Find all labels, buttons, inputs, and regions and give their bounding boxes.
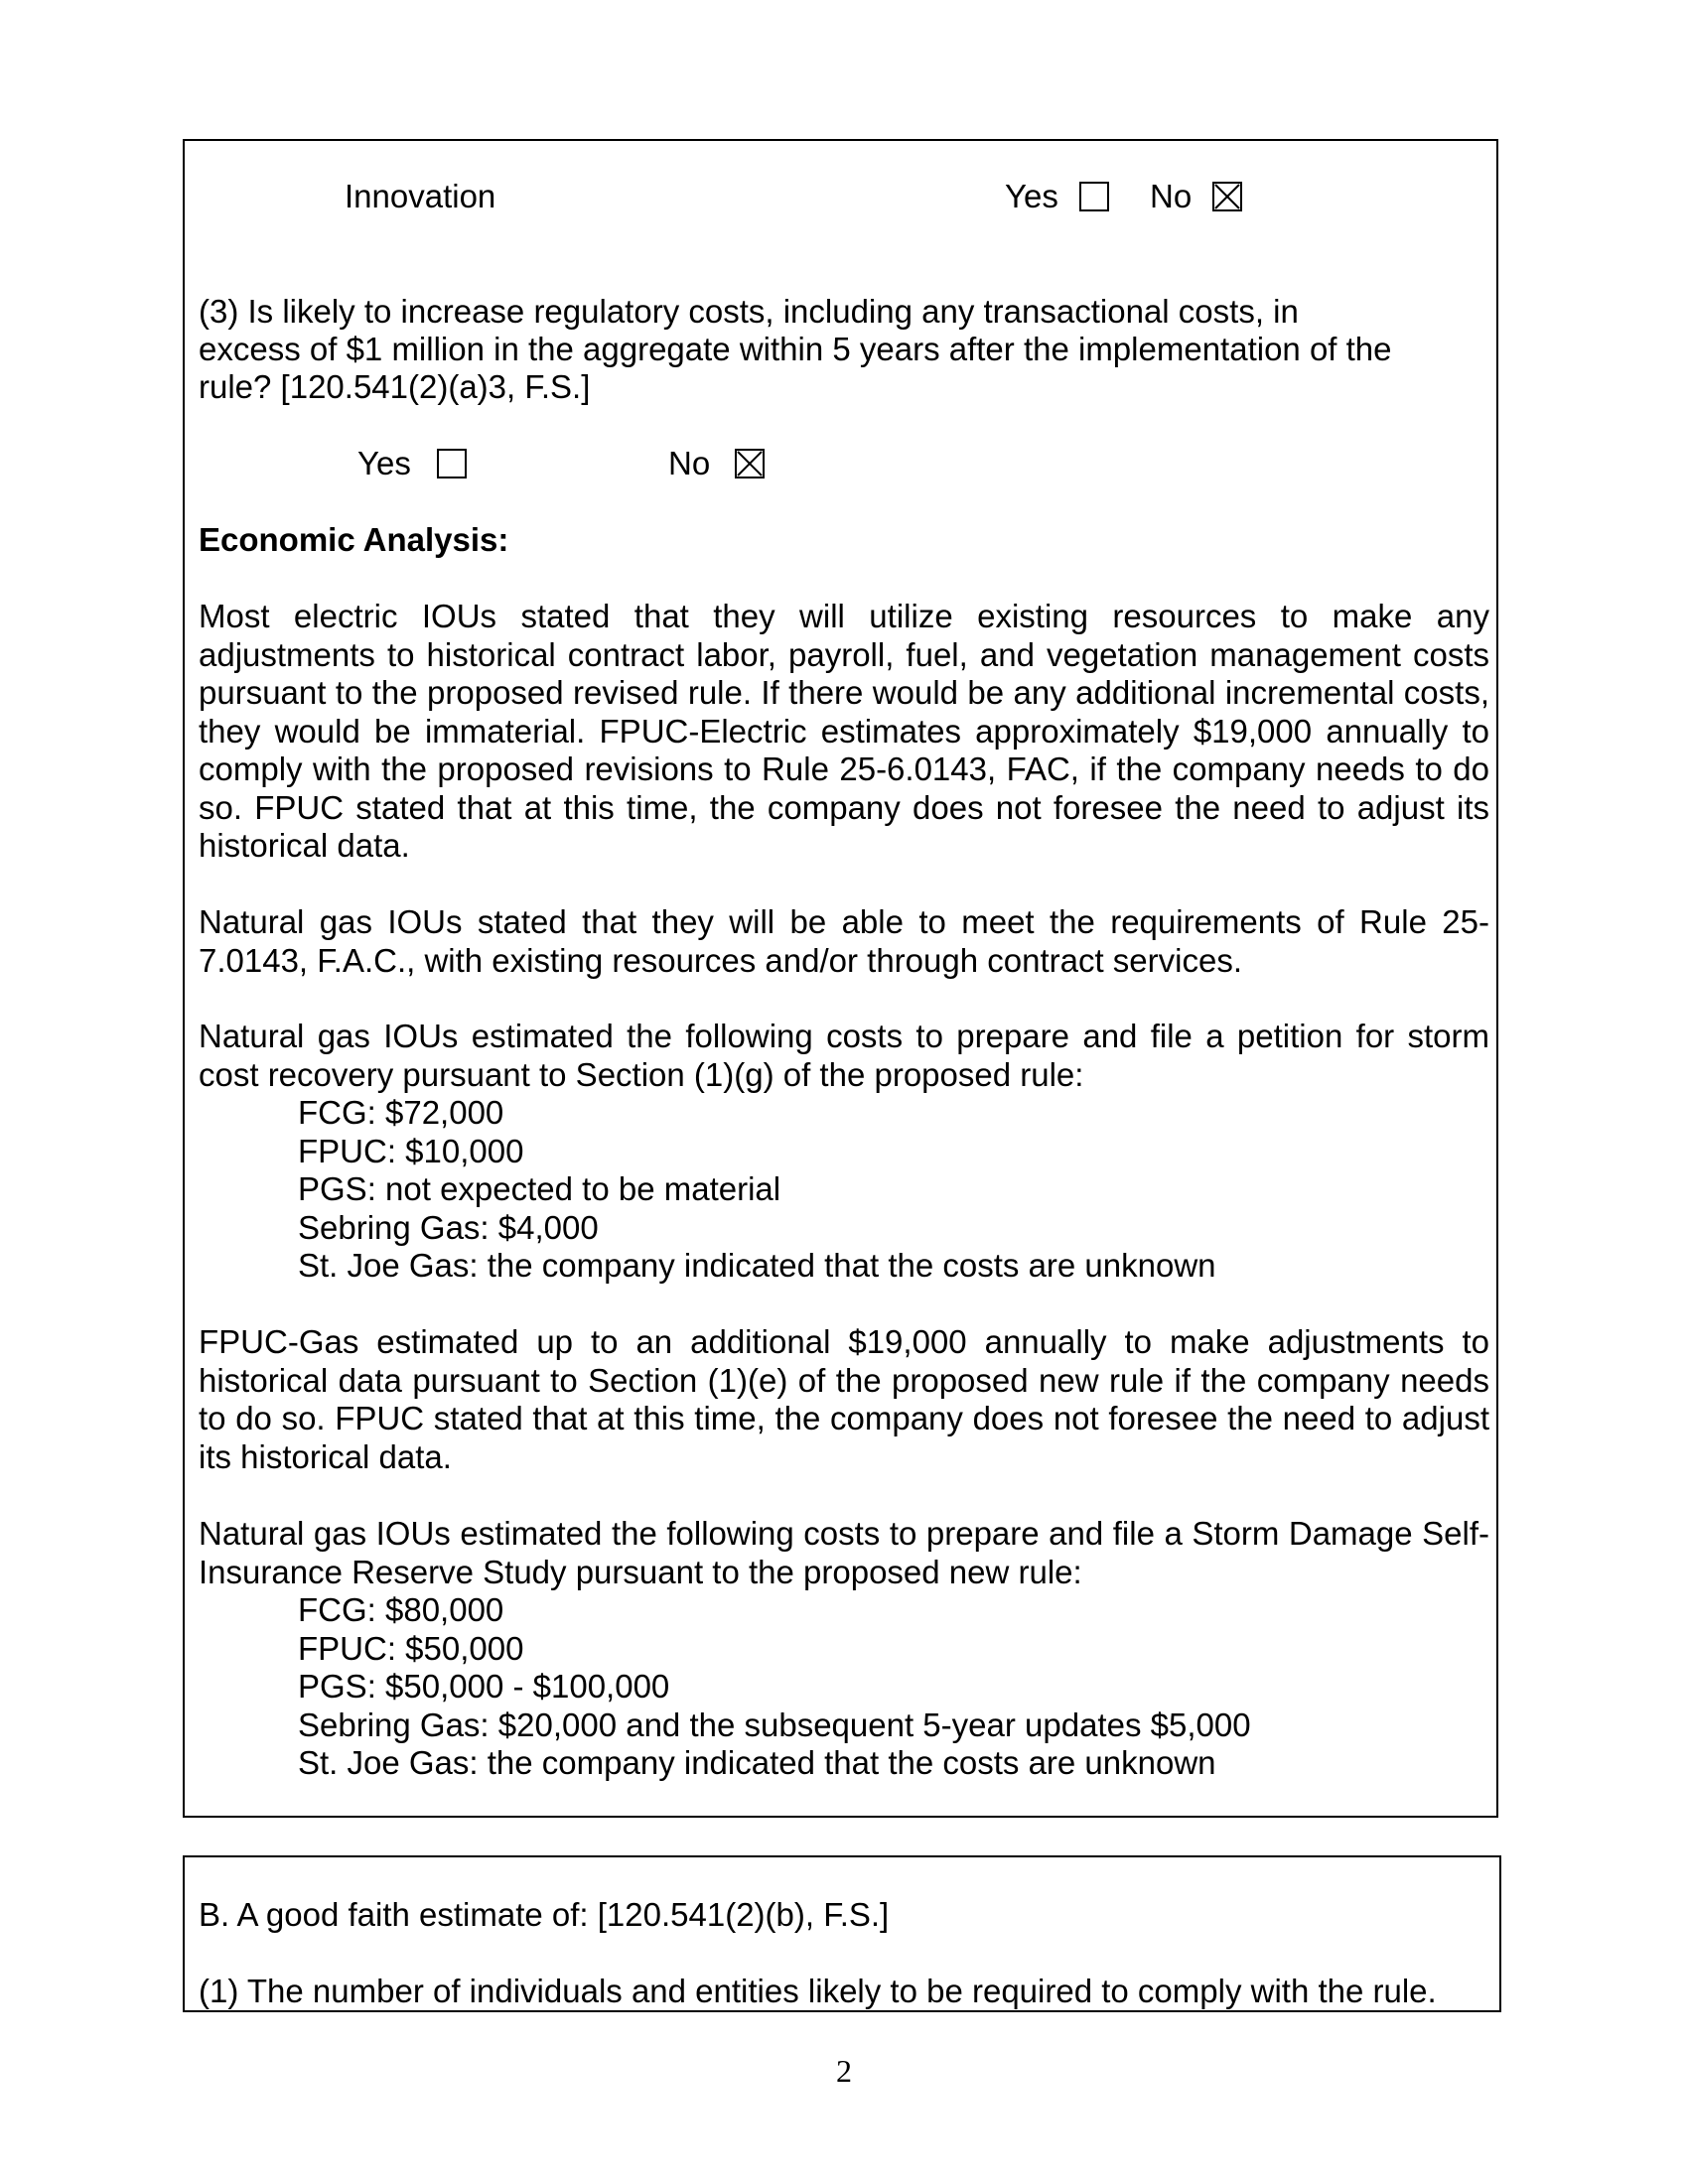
q3-no-checkbox[interactable] bbox=[735, 449, 765, 478]
section-b-heading: B. A good faith estimate of: [120.541(2)(b), F.S.] bbox=[199, 1896, 890, 1933]
q3-yes-checkbox[interactable] bbox=[437, 449, 467, 478]
checked-x-icon bbox=[1214, 184, 1240, 209]
q3-yes-label: Yes bbox=[357, 445, 411, 481]
list-item: FPUC: $10,000 bbox=[298, 1132, 524, 1169]
list-item: FCG: $80,000 bbox=[298, 1591, 504, 1628]
list-item: PGS: not expected to be material bbox=[298, 1170, 781, 1207]
list-item: Sebring Gas: $20,000 and the subsequent 5-year updates $5,000 bbox=[298, 1706, 1251, 1743]
innovation-no-checkbox[interactable] bbox=[1212, 182, 1242, 211]
q3-line-2: excess of $1 million in the aggregate within 5 years after the implementation of the bbox=[199, 331, 1392, 367]
q3-line-3: rule? [120.541(2)(a)3, F.S.] bbox=[199, 368, 591, 405]
list-item: Sebring Gas: $4,000 bbox=[298, 1208, 599, 1246]
economic-analysis-heading: Economic Analysis: bbox=[199, 521, 509, 558]
innovation-yes-checkbox[interactable] bbox=[1079, 182, 1109, 211]
paragraph-gas-resources: Natural gas IOUs stated that they will be able to meet the requirements of Rule 25-7.0143, F.A.C., with existing resources and/or through contract services. bbox=[199, 903, 1489, 979]
paragraph-reserve-study: Natural gas IOUs estimated the following costs to prepare and file a Storm Damage Self-Insurance Reserve Study pursuant to the proposed new rule: bbox=[199, 1515, 1489, 1590]
list-item: FCG: $72,000 bbox=[298, 1094, 504, 1131]
paragraph-electric-ious: Most electric IOUs stated that they will utilize existing resources to make any adjustments to historical contract labor, payroll, fuel, and vegetation management costs pursuant to the proposed revised rule. If there would be any additional incremental costs, they would be immaterial. FPUC-Electric estimates approximately $19,000 annually to comply with the proposed revisions to Rule 25-6.0143, FAC, if the company needs to do so. FPUC stated that at this time, the company does not foresee the need to adjust its historical data. bbox=[199, 598, 1489, 864]
innovation-yes-label: Yes bbox=[1005, 178, 1058, 214]
section-b-item-1: (1) The number of individuals and entities likely to be required to comply with the rule. bbox=[199, 1973, 1437, 2009]
list-item: St. Joe Gas: the company indicated that the costs are unknown bbox=[298, 1247, 1216, 1284]
q3-no-label: No bbox=[668, 445, 711, 481]
q3-line-1: (3) Is likely to increase regulatory costs, including any transactional costs, in bbox=[199, 293, 1299, 330]
page-number: 2 bbox=[836, 2053, 852, 2089]
innovation-label: Innovation bbox=[345, 178, 496, 214]
list-item: PGS: $50,000 - $100,000 bbox=[298, 1668, 670, 1705]
innovation-no-label: No bbox=[1150, 178, 1193, 214]
storm-cost-list bbox=[298, 1094, 1216, 1286]
list-item: St. Joe Gas: the company indicated that the costs are unknown bbox=[298, 1744, 1216, 1781]
list-item: FPUC: $50,000 bbox=[298, 1629, 524, 1667]
reserve-study-list bbox=[298, 1591, 1251, 1783]
checked-x-icon bbox=[737, 451, 763, 477]
paragraph-fpuc-gas: FPUC-Gas estimated up to an additional $19,000 annually to make adjustments to historical data pursuant to Section (1)(e) of the proposed new rule if the company needs to do so. FPUC stated that at this time, the company does not foresee the need to adjust its historical data. bbox=[199, 1323, 1489, 1475]
paragraph-storm-cost-recovery: Natural gas IOUs estimated the following costs to prepare and file a petition for storm cost recovery pursuant to Section (1)(g) of the proposed rule: bbox=[199, 1018, 1489, 1093]
